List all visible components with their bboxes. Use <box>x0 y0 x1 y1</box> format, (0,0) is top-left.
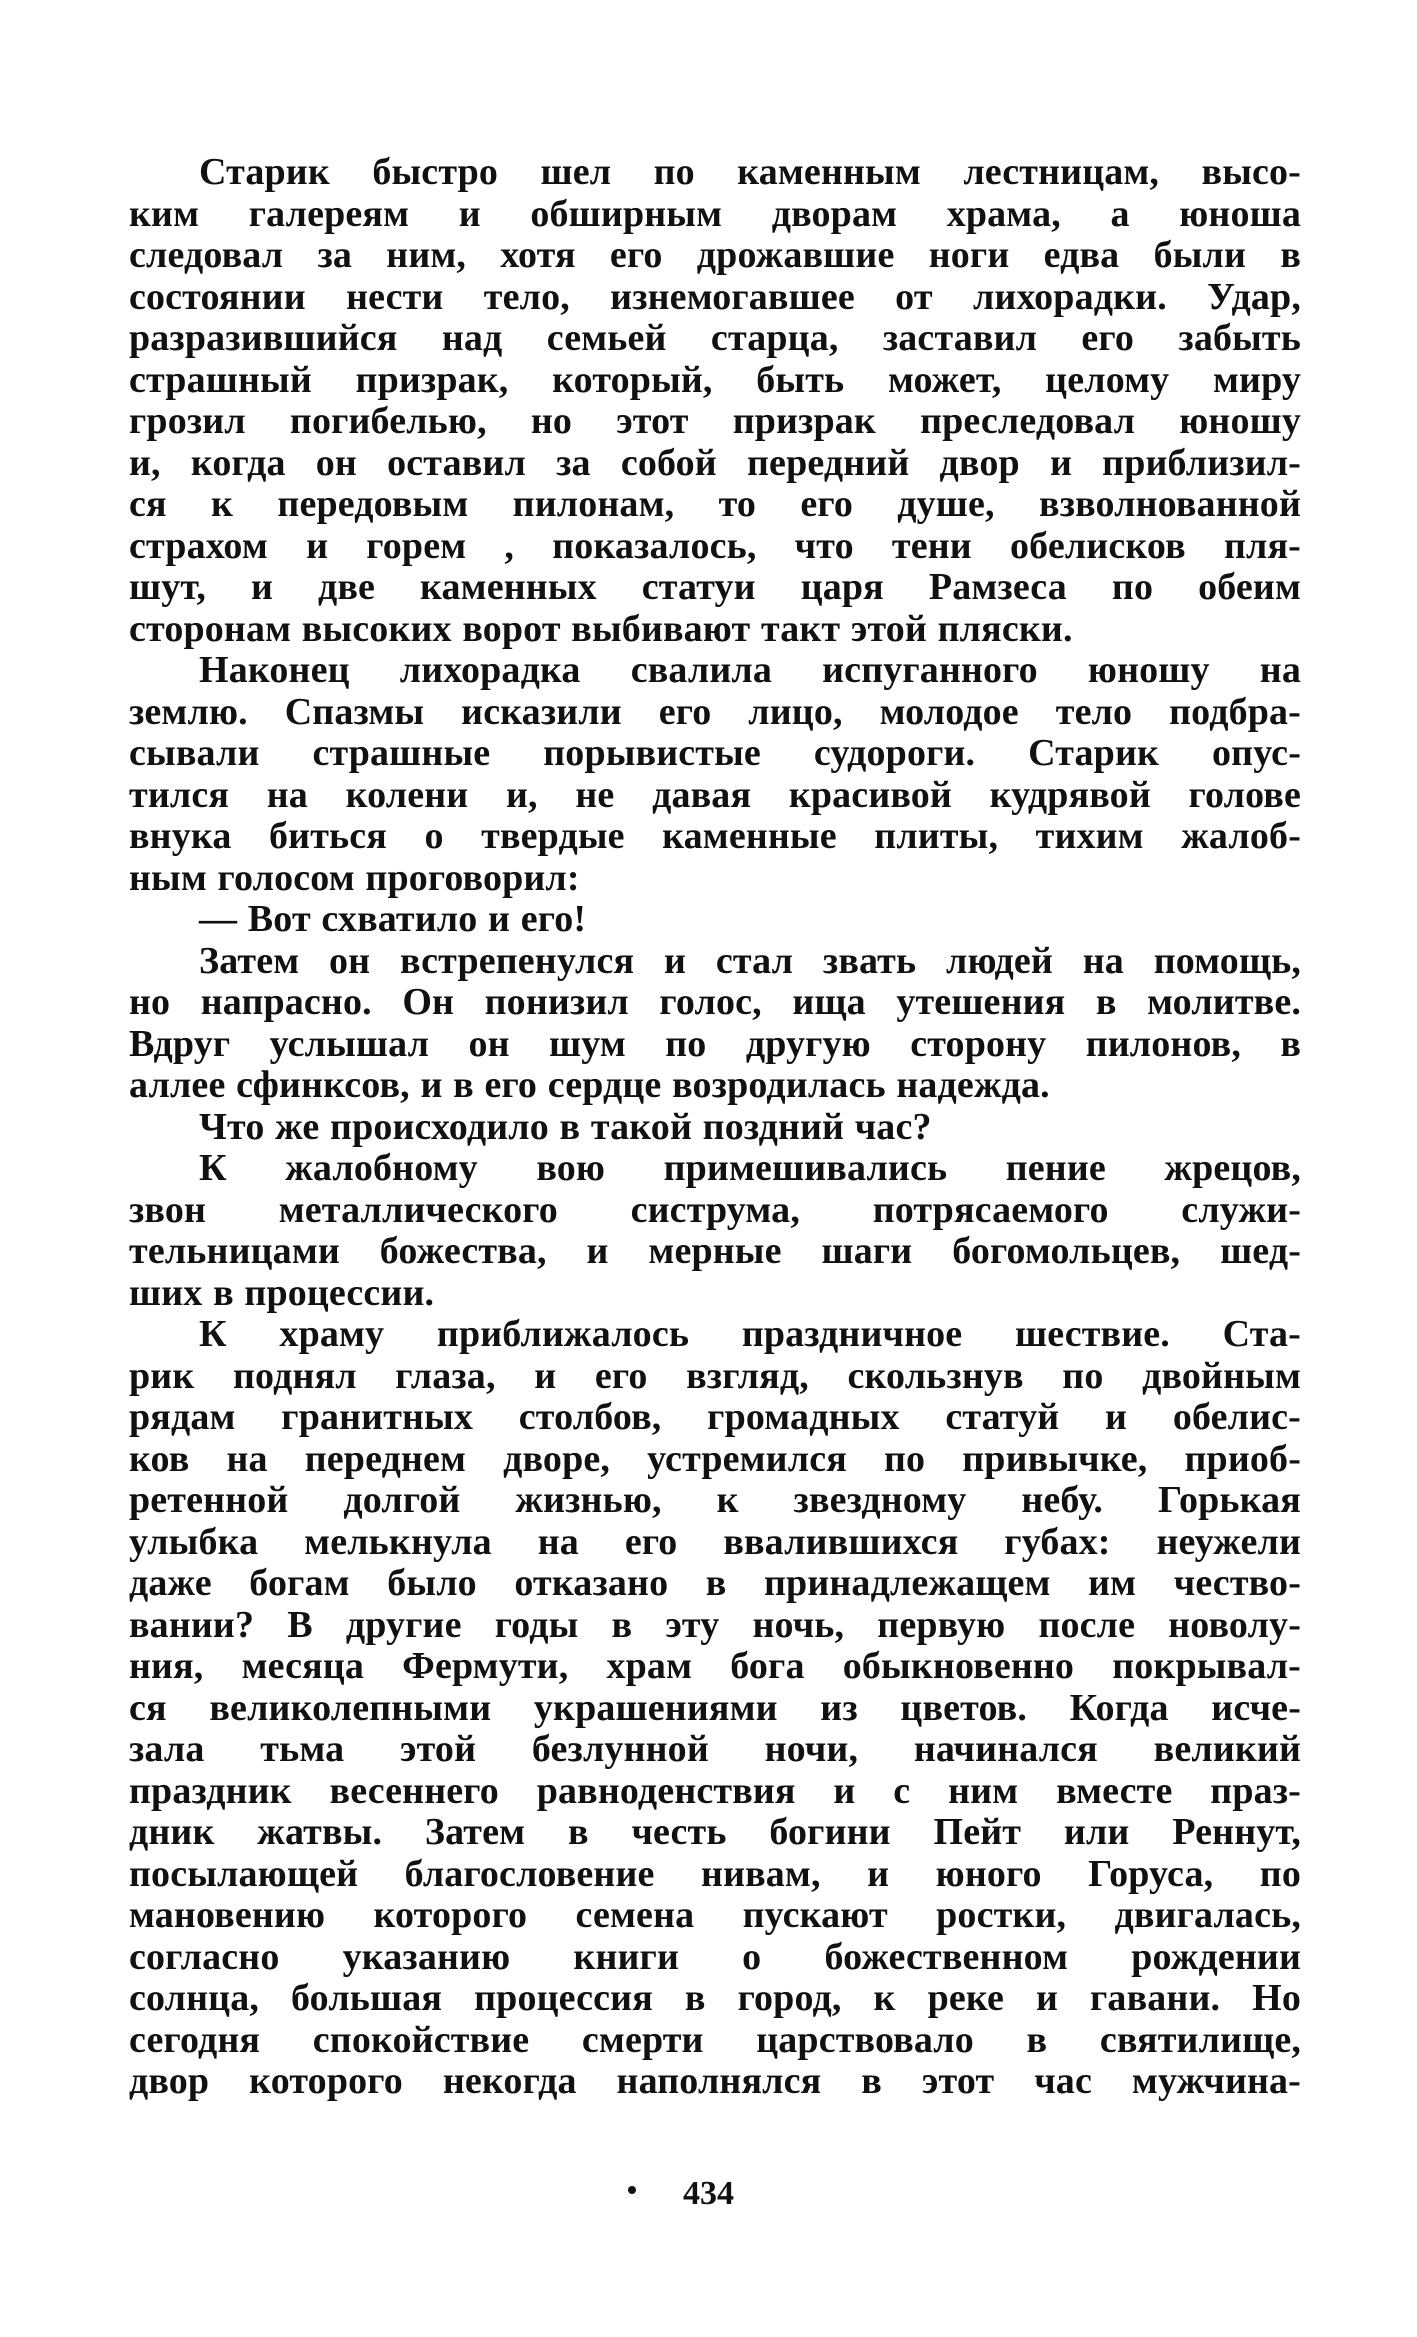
text-line: согласно указанию книги о божественном рождении <box>129 1936 1301 1978</box>
page-number: 434 <box>683 2175 734 2212</box>
text-line: ким галереям и обширным дворам храма, а юноша <box>129 193 1301 235</box>
text-line: вании? В другие годы в эту ночь, первую после новолу- <box>129 1604 1301 1646</box>
text-line: аллее сфинксов, и в его сердце возродилась надежда. <box>129 1065 1050 1106</box>
text-line: рядам гранитных столбов, громадных статуй и обелис- <box>129 1397 1301 1438</box>
text-line: ся великолепными украшениями из цветов. Когда исче- <box>129 1687 1301 1729</box>
text-line: Наконец лихорадка свалила испуганного юношу на <box>199 650 1301 691</box>
text-line: и, когда он оставил за собой передний двор и приблизил- <box>129 442 1301 484</box>
text-line: зала тьма этой безлунной ночи, начинался великий <box>129 1729 1301 1770</box>
text-line: посылающей благословение нивам, и юного Горуса, по <box>129 1853 1301 1895</box>
text-line: сегодня спокойствие смерти царствовало в святилище, <box>129 2019 1301 2061</box>
text-line: грозил погибелью, но этот призрак преследовал юношу <box>129 401 1301 442</box>
text-line: рик поднял глаза, и его взгляд, скользнув по двойным <box>129 1355 1301 1397</box>
text-line: праздник весеннего равноденствия и с ним вместе праз- <box>129 1770 1301 1812</box>
text-line: состоянии нести тело, изнемогавшее от лихорадки. Удар, <box>129 276 1301 318</box>
text-line: звон металлического систрума, потрясаемого служи- <box>129 1189 1301 1231</box>
text-line: шут, и две каменных статуи царя Рамзеса по обеим <box>129 567 1301 608</box>
text-line: даже богам было отказано в принадлежащем им чество- <box>129 1563 1301 1604</box>
text-line: сывали страшные порывистые судороги. Старик опус- <box>129 733 1301 774</box>
text-line: улыбка мелькнула на его ввалившихся губах: неужели <box>129 1521 1301 1563</box>
text-line: тился на колени и, не давая красивой кудрявой голове <box>129 774 1301 816</box>
text-line: ретенной долгой жизнью, к звездному небу. Горькая <box>129 1480 1301 1521</box>
text-line: К храму приближалось праздничное шествие. Ста- <box>199 1314 1301 1355</box>
text-line: сторонам высоких ворот выбивают такт этой пляски. <box>129 608 1073 650</box>
text-line: но напрасно. Он понизил голос, ища утешения в молитве. <box>129 982 1301 1023</box>
text-line: ным голосом проговорил: <box>129 857 580 899</box>
text-line: следовал за ним, хотя его дрожавшие ноги едва были в <box>129 235 1301 276</box>
text-line: Затем он встрепенулся и стал звать людей на помощь, <box>199 940 1301 982</box>
text-line: дник жатвы. Затем в честь богини Пейт или Реннут, <box>129 1812 1301 1853</box>
text-line: мановению которого семена пускают ростки, двигалась, <box>129 1895 1301 1936</box>
text-line: тельницами божества, и мерные шаги богомольцев, шед- <box>129 1231 1301 1272</box>
text-line: ков на переднем дворе, устремился по привычке, приоб- <box>129 1438 1301 1480</box>
text-line: страшный призрак, который, быть может, целому миру <box>129 359 1301 401</box>
text-line: — Вот схватило и его! <box>199 899 587 940</box>
text-line: К жалобному вою примешивались пение жрецов, <box>199 1148 1301 1189</box>
text-line: Старик быстро шел по каменным лестницам, высо- <box>199 152 1301 193</box>
body-text <box>129 152 1301 2103</box>
text-line: разразившийся над семьей старца, заставил его забыть <box>129 318 1301 359</box>
text-line: солнца, большая процессия в город, к реке и гавани. Но <box>129 1978 1301 2019</box>
text-line: Вдруг услышал он шум по другую сторону пилонов, в <box>129 1023 1301 1065</box>
text-line: Что же происходило в такой поздний час? <box>199 1106 932 1148</box>
text-line: двор которого некогда наполнялся в этот час мужчина- <box>129 2061 1301 2102</box>
text-line: страхом и горем , показалось, что тени обелисков пля- <box>129 525 1301 567</box>
text-line: ния, месяца Фермути, храм бога обыкновенно покрывал- <box>129 1646 1301 1687</box>
text-line: внука биться о твердые каменные плиты, тихим жалоб- <box>129 816 1301 857</box>
text-line: землю. Спазмы исказили его лицо, молодое тело подбра- <box>129 691 1301 733</box>
text-line: ся к передовым пилонам, то его душе, взволнованной <box>129 484 1301 525</box>
text-line: ших в процессии. <box>129 1272 435 1314</box>
